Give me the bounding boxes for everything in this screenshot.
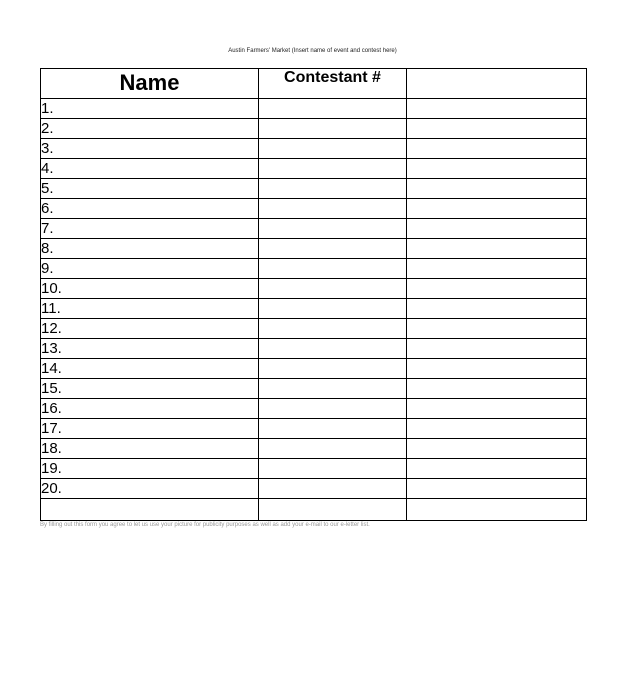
name-cell[interactable]: 1. [41,99,259,119]
table-row [41,439,587,459]
name-cell[interactable]: 18. [41,439,259,459]
table-body [41,99,587,521]
contestant-number-cell[interactable] [259,179,407,199]
extra-cell[interactable] [407,279,587,299]
extra-cell[interactable] [407,179,587,199]
name-cell[interactable]: 6. [41,199,259,219]
name-cell[interactable]: 11. [41,299,259,319]
contestant-number-cell[interactable] [259,259,407,279]
extra-cell[interactable] [407,219,587,239]
table-row [41,379,587,399]
extra-cell[interactable] [407,399,587,419]
extra-cell[interactable] [407,259,587,279]
contestant-number-cell[interactable] [259,339,407,359]
table-row [41,199,587,219]
table-row [41,399,587,419]
name-cell[interactable]: 8. [41,239,259,259]
document-title: Austin Farmers' Market (Insert name of event and contest here) [228,48,397,54]
table-row [41,219,587,239]
extra-cell[interactable] [407,439,587,459]
header-contestant-number: Contestant # [259,69,407,99]
name-cell[interactable]: 7. [41,219,259,239]
table-row [41,139,587,159]
extra-cell[interactable] [407,419,587,439]
name-cell[interactable]: 10. [41,279,259,299]
contestant-number-cell[interactable] [259,319,407,339]
extra-cell[interactable] [407,99,587,119]
blank-name-cell[interactable] [41,499,259,521]
name-cell[interactable]: 17. [41,419,259,439]
table-row [41,159,587,179]
table-row [41,419,587,439]
contestant-number-cell[interactable] [259,239,407,259]
extra-cell[interactable] [407,159,587,179]
name-cell[interactable]: 20. [41,479,259,499]
header-extra [407,69,587,99]
contestant-number-cell[interactable] [259,139,407,159]
blank-extra-cell[interactable] [407,499,587,521]
name-cell[interactable]: 4. [41,159,259,179]
blank-contestant-cell[interactable] [259,499,407,521]
name-cell[interactable]: 9. [41,259,259,279]
name-cell[interactable]: 12. [41,319,259,339]
extra-cell[interactable] [407,479,587,499]
name-cell[interactable]: 16. [41,399,259,419]
extra-cell[interactable] [407,119,587,139]
table-row [41,319,587,339]
table-row [41,359,587,379]
contestant-number-cell[interactable] [259,299,407,319]
name-cell[interactable]: 15. [41,379,259,399]
name-cell[interactable]: 2. [41,119,259,139]
blank-row [41,499,587,521]
contestant-number-cell[interactable] [259,159,407,179]
signup-table [40,68,587,521]
table-row [41,339,587,359]
extra-cell[interactable] [407,139,587,159]
table-row [41,179,587,199]
extra-cell[interactable] [407,299,587,319]
name-cell[interactable]: 3. [41,139,259,159]
extra-cell[interactable] [407,339,587,359]
table-row [41,239,587,259]
contestant-number-cell[interactable] [259,459,407,479]
name-cell[interactable]: 13. [41,339,259,359]
extra-cell[interactable] [407,239,587,259]
table-row [41,479,587,499]
table-header-row [41,69,587,99]
contestant-number-cell[interactable] [259,99,407,119]
table-row [41,119,587,139]
contestant-number-cell[interactable] [259,219,407,239]
extra-cell[interactable] [407,199,587,219]
disclaimer-text: By filling out this form you agree to let us use your picture for publicity purposes as well as add your e-mail to our e-letter list. [40,522,370,528]
contestant-number-cell[interactable] [259,119,407,139]
contestant-number-cell[interactable] [259,479,407,499]
contestant-number-cell[interactable] [259,419,407,439]
header-name: Name [41,69,259,99]
contestant-number-cell[interactable] [259,279,407,299]
extra-cell[interactable] [407,319,587,339]
table-row [41,259,587,279]
contestant-number-cell[interactable] [259,359,407,379]
table-row [41,99,587,119]
contestant-number-cell[interactable] [259,399,407,419]
extra-cell[interactable] [407,459,587,479]
extra-cell[interactable] [407,379,587,399]
contestant-number-cell[interactable] [259,439,407,459]
extra-cell[interactable] [407,359,587,379]
name-cell[interactable]: 14. [41,359,259,379]
table-row [41,459,587,479]
contestant-number-cell[interactable] [259,379,407,399]
table-row [41,299,587,319]
name-cell[interactable]: 5. [41,179,259,199]
name-cell[interactable]: 19. [41,459,259,479]
table-row [41,279,587,299]
contestant-number-cell[interactable] [259,199,407,219]
